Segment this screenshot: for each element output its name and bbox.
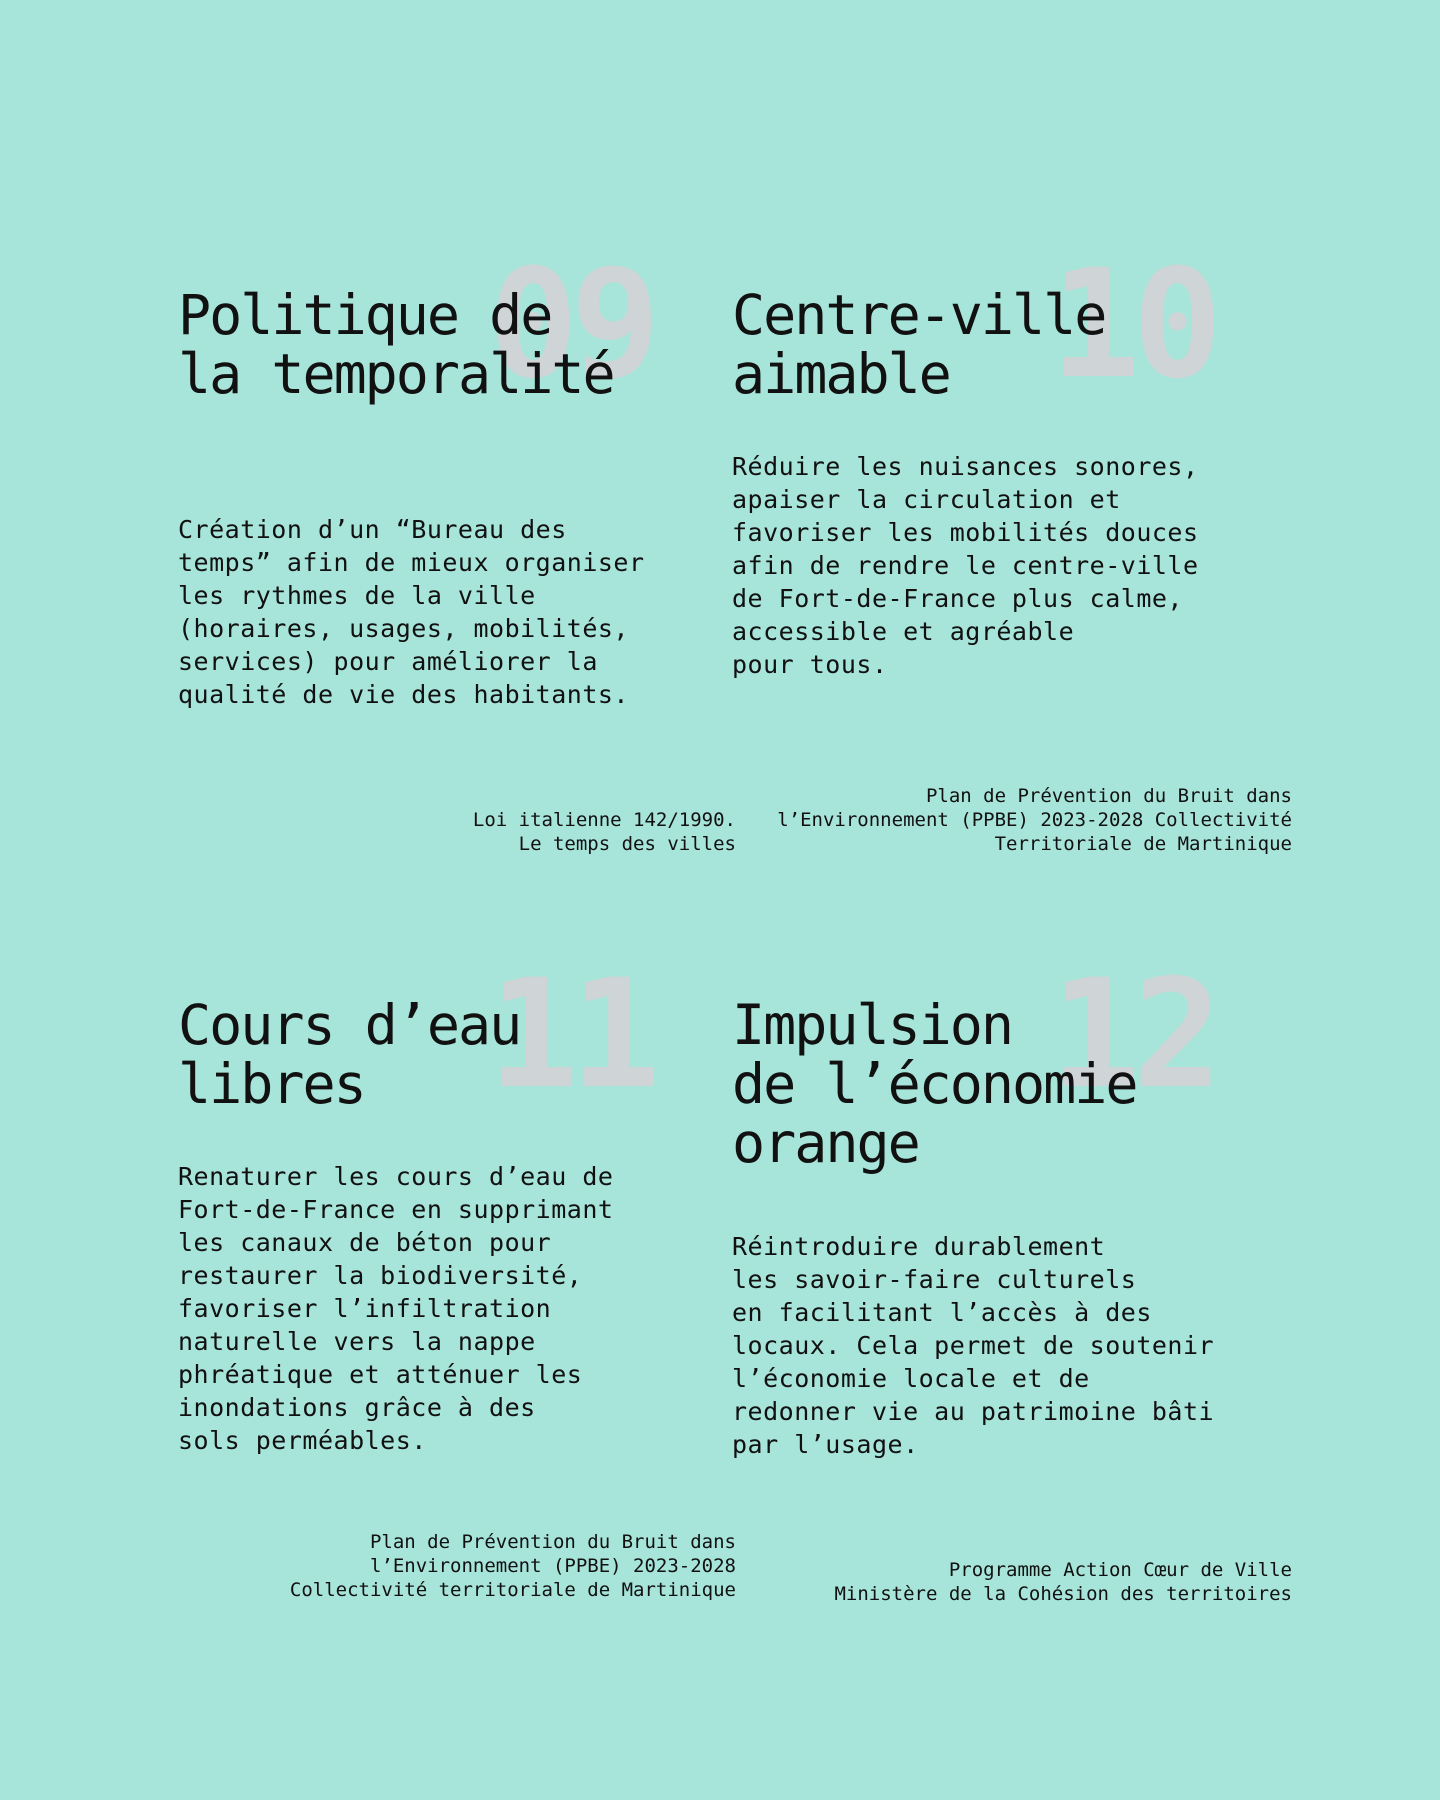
card-source	[777, 784, 1292, 856]
card-10	[732, 238, 1292, 860]
title-line: Impulsion	[732, 993, 1013, 1057]
card-title	[732, 993, 1137, 1175]
title-line: aimable	[732, 342, 950, 406]
card-title	[178, 993, 521, 1116]
card-source	[473, 808, 736, 856]
title-line: de l’économie	[732, 1052, 1137, 1116]
body-line: en facilitant l’accès à des	[732, 1298, 1152, 1327]
body-line: restaurer la biodiversité,	[178, 1261, 583, 1290]
body-line: par l’usage.	[732, 1430, 919, 1459]
source-line: Plan de Prévention du Bruit dans	[925, 785, 1292, 807]
body-line: inondations grâce à des	[178, 1393, 536, 1422]
source-line: Plan de Prévention du Bruit dans	[369, 1531, 736, 1553]
card-description	[732, 450, 1199, 681]
card-number: 10	[1050, 238, 1215, 412]
body-line: Réintroduire durablement	[732, 1232, 1106, 1261]
body-line: afin de rendre le centre-ville	[732, 551, 1199, 580]
body-line: pour tous.	[732, 650, 888, 679]
card-number: 11	[488, 948, 653, 1122]
body-line: naturelle vers la nappe	[178, 1327, 536, 1356]
source-line: Programme Action Cœur de Ville	[948, 1559, 1292, 1581]
card-source	[290, 1530, 736, 1602]
body-line: Renaturer les cours d’eau de	[178, 1162, 614, 1191]
body-line: les savoir-faire culturels	[732, 1265, 1137, 1294]
source-line: Collectivité territoriale de Martinique	[289, 1579, 736, 1601]
card-description	[732, 1230, 1214, 1461]
card-title	[178, 283, 614, 406]
body-line: Création d’un “Bureau des	[178, 515, 567, 544]
body-line: redonner vie au patrimoine bâti	[732, 1397, 1215, 1426]
card-09	[178, 238, 736, 860]
source-line: Ministère de la Cohésion des territoires	[834, 1583, 1292, 1605]
card-source	[834, 1558, 1292, 1606]
source-line: l’Environnement (PPBE) 2023-2028 Collectivité	[777, 809, 1292, 831]
source-line: Loi italienne 142/1990.	[472, 809, 736, 831]
body-line: favoriser les mobilités douces	[732, 518, 1199, 547]
title-line: Cours d’eau	[178, 993, 521, 1057]
title-line: libres	[178, 1052, 365, 1116]
card-title	[732, 283, 1106, 406]
body-line: Réduire les nuisances sonores,	[732, 452, 1199, 481]
body-line: qualité de vie des habitants.	[178, 680, 629, 709]
card-description	[178, 513, 645, 711]
body-line: (horaires, usages, mobilités,	[178, 614, 629, 643]
card-number: 09	[488, 238, 653, 412]
source-line: Territoriale de Martinique	[994, 833, 1292, 855]
card-description	[178, 1160, 613, 1457]
body-line: favoriser l’infiltration	[178, 1294, 552, 1323]
card-12	[732, 948, 1292, 1620]
body-line: l’économie locale et de	[732, 1364, 1090, 1393]
body-line: sols perméables.	[178, 1426, 427, 1455]
body-line: temps” afin de mieux organiser	[178, 548, 645, 577]
body-line: apaiser la circulation et	[732, 485, 1121, 514]
title-line: Centre-ville	[732, 283, 1106, 347]
body-line: les canaux de béton pour	[178, 1228, 552, 1257]
title-line: orange	[732, 1111, 919, 1175]
title-line: la temporalité	[178, 342, 614, 406]
source-line: Le temps des villes	[518, 833, 736, 855]
source-line: l’Environnement (PPBE) 2023-2028	[369, 1555, 736, 1577]
body-line: Fort-de-France en supprimant	[178, 1195, 614, 1224]
body-line: locaux. Cela permet de soutenir	[732, 1331, 1215, 1360]
body-line: de Fort-de-France plus calme,	[732, 584, 1183, 613]
body-line: accessible et agréable	[732, 617, 1075, 646]
card-11	[178, 948, 736, 1620]
body-line: services) pour améliorer la	[178, 647, 598, 676]
card-number: 12	[1050, 948, 1215, 1122]
body-line: phréatique et atténuer les	[178, 1360, 583, 1389]
title-line: Politique de	[178, 283, 552, 347]
body-line: les rythmes de la ville	[178, 581, 536, 610]
